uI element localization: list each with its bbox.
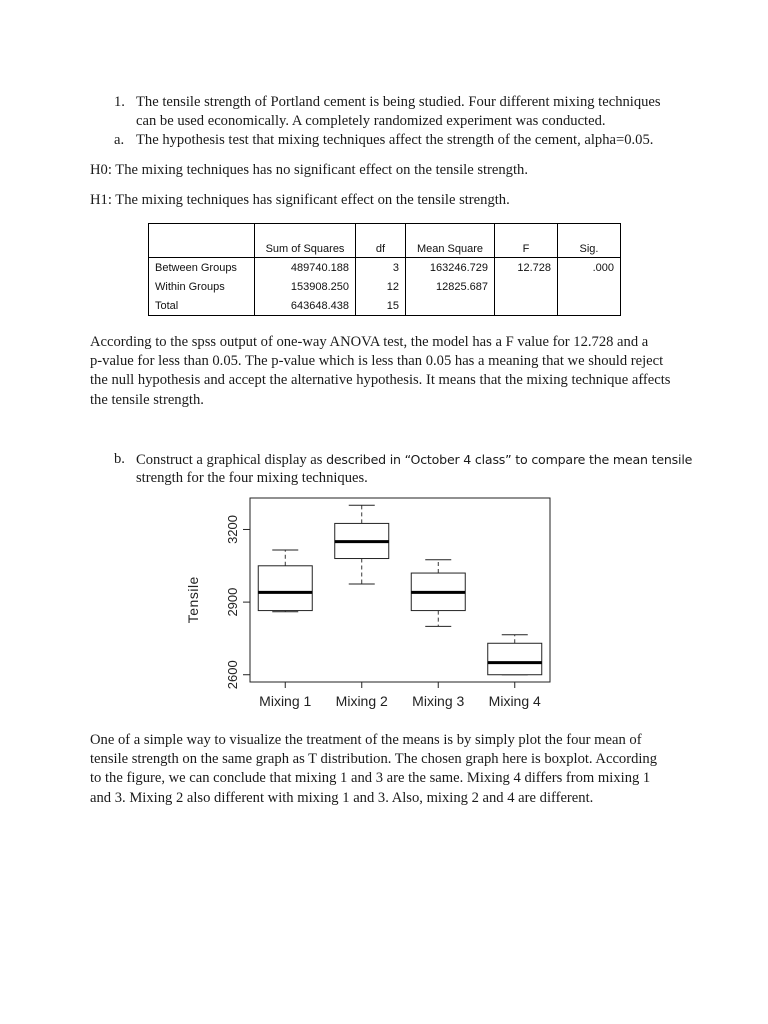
- anova-header-source: [149, 224, 255, 258]
- anova-ms: 163246.729: [406, 258, 495, 278]
- anova-ms: 12825.687: [406, 277, 495, 296]
- paragraph-line: p-value for less than 0.05. The p-value which is less than 0.05 has a meaning that we should reject: [90, 353, 664, 370]
- part-a-text: The hypothesis test that mixing techniques affect the strength of the cement, alpha=0.05.: [136, 132, 654, 148]
- part-b-text: [136, 450, 692, 470]
- hypothesis-h1: H1: The mixing techniques has significant effect on the tensile strength.: [90, 192, 510, 208]
- table-row: [149, 296, 621, 316]
- boxplot-chart: [180, 490, 560, 722]
- paragraph-line: One of a simple way to visualize the treatment of the means is by simply plot the four mean of: [90, 732, 642, 748]
- part-b-text-line-2: strength for the four mixing techniques.: [136, 470, 368, 486]
- anova-df: 3: [356, 258, 406, 278]
- part-b-text-sans: described in “October 4 class” to compare the mean tensile: [326, 452, 693, 467]
- paragraph-line: and 3. Mixing 2 also different with mixing 1 and 3. Also, mixing 2 and 4 are different.: [90, 789, 594, 806]
- anova-header-sig: Sig.: [558, 224, 621, 258]
- anova-sig: [558, 277, 621, 296]
- paragraph-line: the tensile strength.: [90, 391, 204, 408]
- y-axis-label: Tensile: [185, 576, 201, 624]
- anova-source: Between Groups: [149, 258, 255, 278]
- part-b-text-serif: Construct a graphical display as: [136, 452, 327, 468]
- x-tick-label: Mixing 2: [335, 693, 388, 709]
- anova-header-ms: Mean Square: [406, 224, 495, 258]
- anova-header-f: F: [495, 224, 558, 258]
- question-text-line-1: The tensile strength of Portland cement is being studied. Four different mixing techniques: [136, 94, 661, 110]
- anova-sig: .000: [558, 258, 621, 278]
- anova-table: [148, 223, 621, 316]
- question-number: 1.: [114, 94, 125, 110]
- paragraph-line: the null hypothesis and accept the alternative hypothesis. It means that the mixing technique affects: [90, 372, 671, 389]
- x-tick-label: Mixing 4: [488, 693, 541, 709]
- anova-sig: [558, 296, 621, 316]
- anova-conclusion: [90, 333, 680, 410]
- boxplot-conclusion: [90, 731, 680, 808]
- box: [488, 643, 542, 674]
- x-tick-label: Mixing 3: [412, 693, 465, 709]
- part-a-marker: a.: [114, 132, 125, 148]
- x-tick-label: Mixing 1: [259, 693, 312, 709]
- anova-source: Within Groups: [149, 277, 255, 296]
- anova-header-row: [149, 224, 621, 258]
- paragraph-line: tensile strength on the same graph as T distribution. The chosen graph here is boxplot. According: [90, 751, 658, 768]
- y-tick-label: 2900: [225, 587, 240, 617]
- anova-source: Total: [149, 296, 255, 316]
- anova-ss: 153908.250: [255, 277, 356, 296]
- hypothesis-h0: H0: The mixing techniques has no significant effect on the tensile strength.: [90, 162, 528, 178]
- anova-df: 12: [356, 277, 406, 296]
- anova-ss: 489740.188: [255, 258, 356, 278]
- paragraph-line: to the figure, we can conclude that mixing 1 and 3 are the same. Mixing 4 differs from mixing 1: [90, 770, 651, 787]
- y-tick-label: 3200: [225, 515, 240, 544]
- table-row: [149, 277, 621, 296]
- anova-ss: 643648.438: [255, 296, 356, 316]
- anova-df: 15: [356, 296, 406, 316]
- y-tick-label: 2600: [225, 660, 240, 690]
- anova-header-df: df: [356, 224, 406, 258]
- anova-ms: [406, 296, 495, 316]
- question-text-line-2: can be used economically. A completely randomized experiment was conducted.: [136, 113, 606, 129]
- table-row: [149, 258, 621, 278]
- part-b-marker: b.: [114, 451, 125, 467]
- anova-f: [495, 296, 558, 316]
- anova-f: [495, 277, 558, 296]
- paragraph-line: According to the spss output of one-way ANOVA test, the model has a F value for 12.728 and a: [90, 334, 649, 350]
- box: [258, 566, 312, 611]
- anova-f: 12.728: [495, 258, 558, 278]
- anova-header-ss: Sum of Squares: [255, 224, 356, 258]
